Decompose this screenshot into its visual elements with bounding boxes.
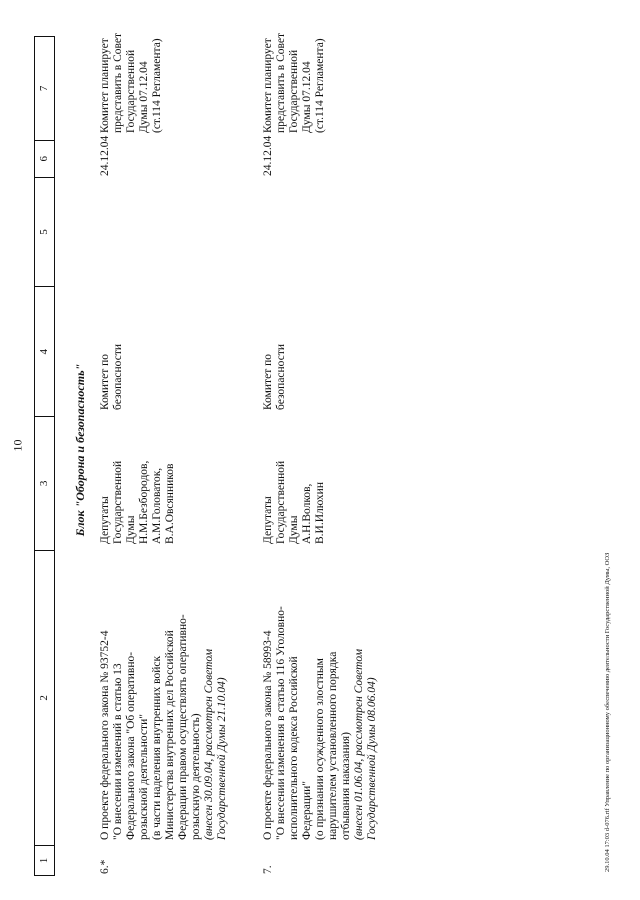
bill-authors: Депутаты Государственной Думы А.Н.Волков, В.И.Илюхин [262, 460, 326, 544]
column-header-5: 5 [35, 177, 54, 287]
column-header-6: 6 [35, 140, 54, 177]
date-value: 24.12.04 [99, 135, 111, 176]
bill-description: О проекте федерального закона № 93752-4 "О внесении изменений в статью 13 Федерального закона "Об оперативно- розыскной деятельности" (в части наделения внутренних войск Министерства внутренних дел Российской Федерации правом осуществлять оперативно- розыскную деятельность) (внесен 30.09.04, рассмотрен Советом Государственной Думы 21.10.04) [99, 614, 228, 840]
block-title: Блок "Оборона и безопасность" [73, 363, 87, 537]
footer-text: 29.10.04 17:03 d-076.rtf Управление по организационному обеспечению деятельности Государственной Думы, ООЗ [604, 552, 611, 872]
responsible-committee: Комитет по безопасности [99, 343, 124, 410]
column-header-2: 2 [35, 550, 54, 845]
row-number: 7. [262, 865, 274, 874]
footer [604, 552, 620, 888]
column-header-1: 1 [35, 845, 54, 875]
column-header-4: 4 [35, 286, 54, 416]
bill-description: О проекте федерального закона № 58993-4 "О внесении изменения в статью 116 Уголовно- исполнительного кодекса Российской Федерации" (о признании осужденного злостным нарушителем установленного порядка отбывания наказания) (внесен 01.06.04, рассмотрен Советом Государственной Думы 08.06.04) [262, 606, 378, 840]
page-number: 10 [10, 439, 25, 452]
column-header-3: 3 [35, 416, 54, 550]
status-note: Комитет планирует представить в Совет Государственной Думы 07.12.04 (ст.114 Регламента) [99, 32, 163, 133]
row-number: 6.* [99, 859, 111, 874]
table-header-row [34, 36, 55, 876]
responsible-committee: Комитет по безопасности [262, 343, 287, 410]
column-header-7: 7 [38, 85, 50, 92]
status-note: Комитет планирует представить в Совет Государственной Думы 07.12.04 (ст.114 Регламента) [262, 32, 326, 133]
bill-authors: Депутаты Государственной Думы Н.М.Безбородов, А.М.Головаток, В.А.Овсянников [99, 460, 176, 544]
date-value: 24.12.04 [262, 135, 274, 176]
